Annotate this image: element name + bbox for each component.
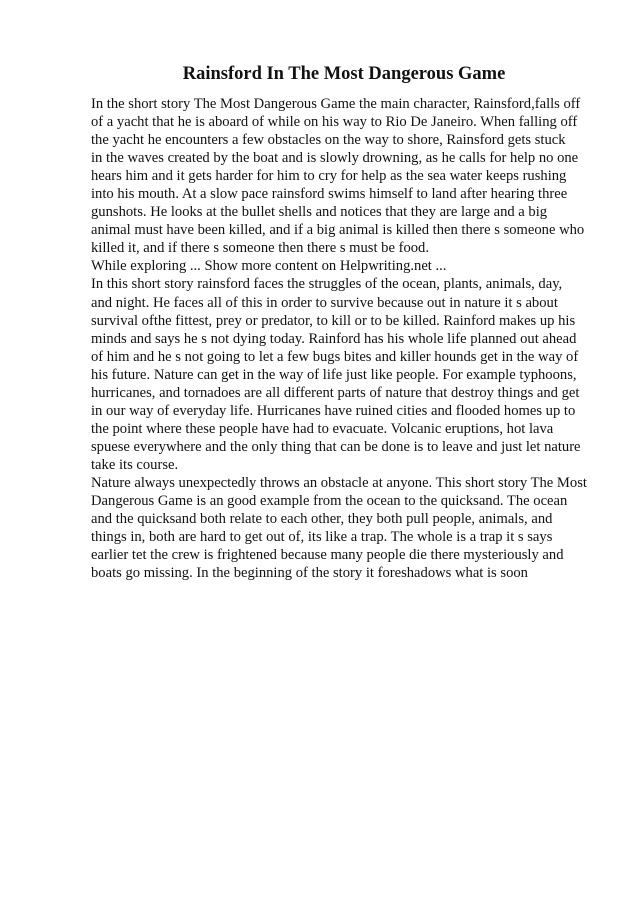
body-line: things in, both are hard to get out of, its like a trap. The whole is a trap it s says [91, 529, 553, 546]
body-line: in our way of everyday life. Hurricanes have ruined cities and flooded homes up to [91, 402, 576, 419]
body-line: the yacht he encounters a few obstacles on the way to shore, Rainsford gets stuck [91, 132, 566, 149]
body-line: and the quicksand both relate to each other, they both pull people, animals, and [91, 511, 553, 528]
page-title: Rainsford In The Most Dangerous Game [182, 64, 506, 84]
body-line: into his mouth. At a slow pace rainsford swims himself to land after hearing three [91, 186, 568, 203]
body-line: survival ofthe fittest, prey or predator, to kill or to be killed. Rainford makes up his [91, 312, 576, 329]
body-line: In the short story The Most Dangerous Game the main character, Rainsford,falls off [91, 96, 581, 112]
body-line: animal must have been killed, and if a big animal is killed then there s someone who [91, 222, 585, 239]
body-line: in the waves created by the boat and is slowly drowning, as he calls for help no one [91, 150, 579, 167]
document-body [91, 95, 611, 582]
body-line: killed it, and if there s someone then there s must be food. [91, 240, 430, 257]
body-line: In this short story rainsford faces the struggles of the ocean, plants, animals, day, [91, 276, 563, 293]
body-line: the point where these people have had to evacuate. Volcanic eruptions, hot lava [91, 420, 554, 437]
body-line: of a yacht that he is aboard of while on his way to Rio De Janeiro. When falling off [91, 114, 578, 131]
body-line: his future. Nature can get in the way of life just like people. For example typhoons, [91, 366, 577, 383]
body-line: hears him and it gets harder for him to cry for help as the sea water keeps rushing [91, 168, 567, 185]
body-line: hurricanes, and tornadoes are all different parts of nature that destroy things and get [91, 384, 580, 401]
body-line: minds and says he s not dying today. Rainford has his whole life planned out ahead [91, 330, 577, 347]
body-line: take its course. [91, 456, 179, 473]
body-line: Nature always unexpectedly throws an obstacle at anyone. This short story The Most [91, 474, 587, 491]
body-line: and night. He faces all of this in order to survive because out in nature it s about [91, 294, 558, 311]
body-line: gunshots. He looks at the bullet shells and notices that they are large and a big [91, 204, 548, 221]
body-line: spuese everywhere and the only thing that can be done is to leave and just let nature [91, 438, 581, 455]
body-line: Dangerous Game is an good example from the ocean to the quicksand. The ocean [91, 493, 568, 510]
show-more-line: While exploring ... Show more content on Helpwriting.net ... [91, 258, 447, 275]
body-line: earlier tet the crew is frightened because many people die there mysteriously and [91, 547, 564, 564]
body-line: of him and he s not going to let a few bugs bites and killer hounds get in the way of [91, 348, 579, 365]
body-line: boats go missing. In the beginning of the story it foreshadows what is soon [91, 565, 528, 582]
